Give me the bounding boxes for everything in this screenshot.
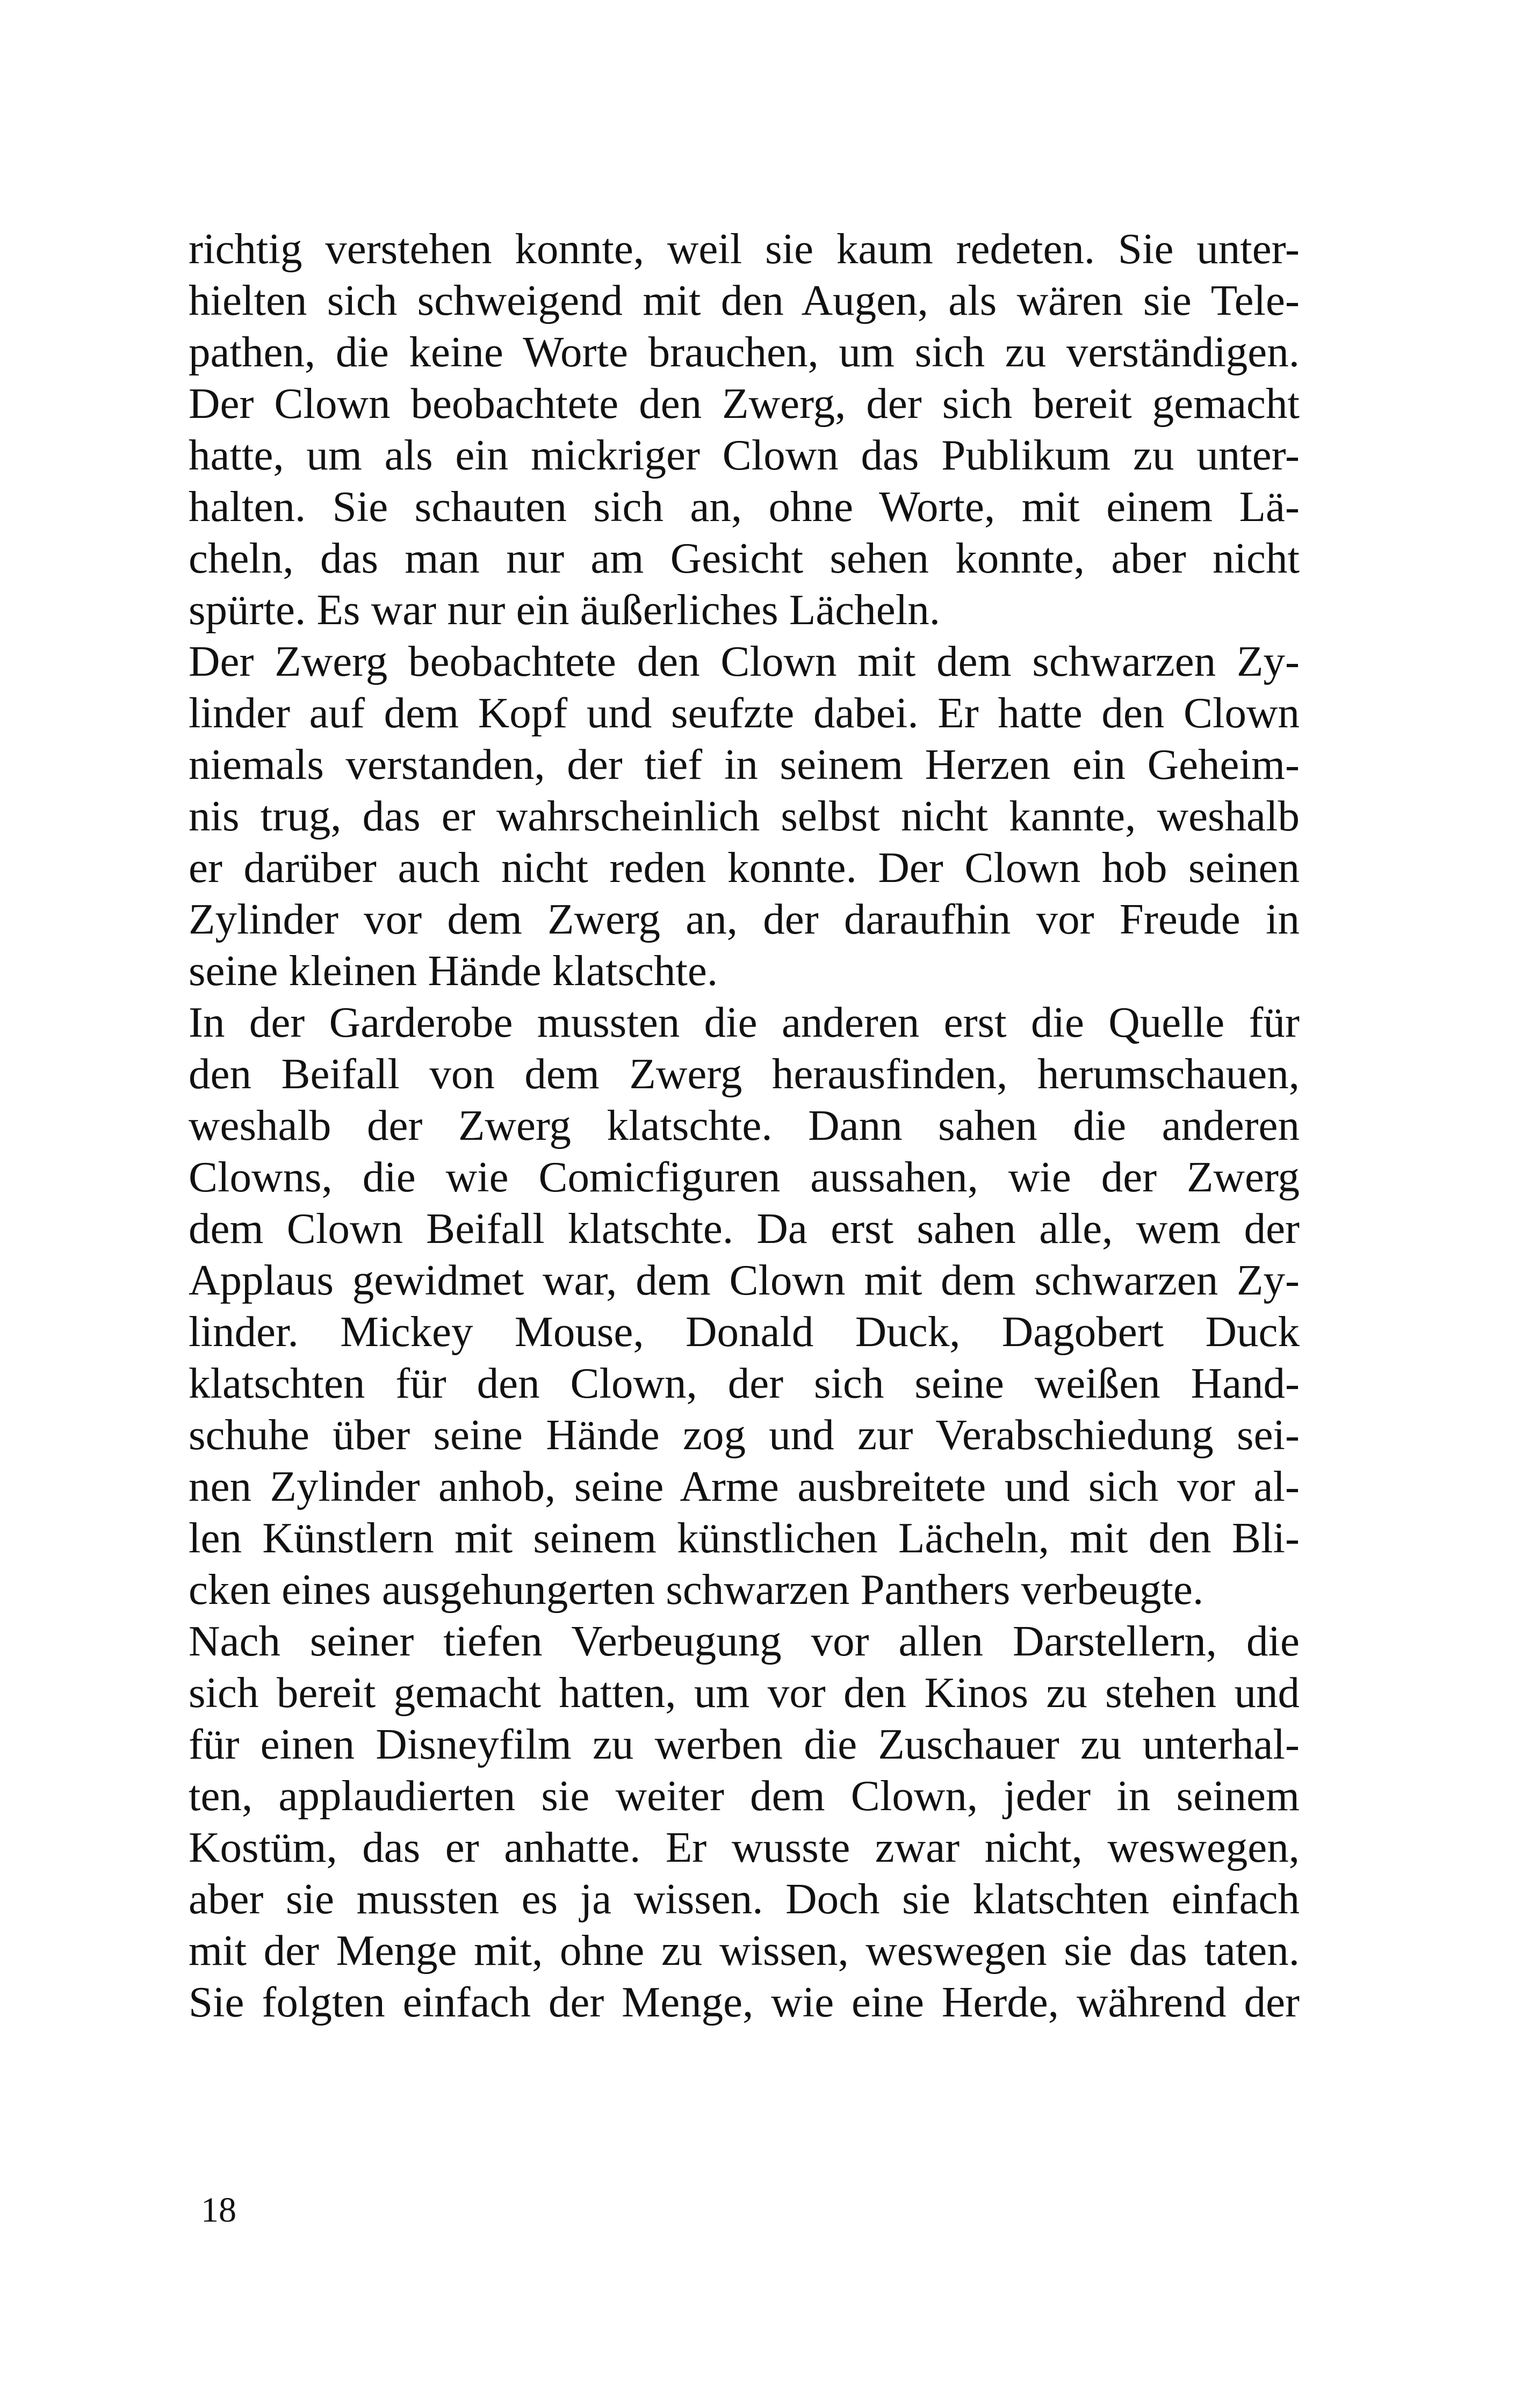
text-line: sich bereit gemacht hatten, um vor den Kinos zu stehen und: [189, 1668, 1300, 1717]
text-line: den Beifall von dem Zwerg herausfinden, herumschauen,: [189, 1050, 1300, 1098]
text-line: Zylinder vor dem Zwerg an, der daraufhin vor Freude in: [189, 895, 1300, 943]
text-line: Kostüm, das er anhatte. Er wusste zwar nicht, weswegen,: [189, 1823, 1300, 1871]
text-line: cken eines ausgehungerten schwarzen Panthers verbeugte.: [189, 1565, 1204, 1614]
page-number: 18: [201, 2190, 236, 2230]
text-line: len Künstlern mit seinem künstlichen Lächeln, mit den Bli-: [189, 1514, 1300, 1562]
text-line: ten, applaudierten sie weiter dem Clown, jeder in seinem: [189, 1771, 1300, 1820]
text-line: schuhe über seine Hände zog und zur Verabschiedung sei-: [189, 1411, 1300, 1459]
text-line: Sie folgten einfach der Menge, wie eine Herde, während der: [189, 1978, 1300, 2026]
text-line: für einen Disneyfilm zu werben die Zuschauer zu unterhal-: [189, 1720, 1300, 1768]
body-text: [189, 223, 1300, 2028]
text-line: hielten sich schweigend mit den Augen, als wären sie Tele-: [189, 276, 1300, 324]
text-line: seine kleinen Hände klatschte.: [189, 946, 718, 995]
text-line: spürte. Es war nur ein äußerliches Lächeln.: [189, 585, 940, 634]
text-line: cheln, das man nur am Gesicht sehen konnte, aber nicht: [189, 534, 1300, 582]
text-line: linder. Mickey Mouse, Donald Duck, Dagobert Duck: [189, 1307, 1300, 1356]
text-line: er darüber auch nicht reden konnte. Der Clown hob seinen: [189, 843, 1300, 892]
text-line: Der Zwerg beobachtete den Clown mit dem schwarzen Zy-: [189, 637, 1300, 685]
text-line: Clowns, die wie Comicfiguren aussahen, wie der Zwerg: [189, 1153, 1300, 1201]
text-line: hatte, um als ein mickriger Clown das Publikum zu unter-: [189, 431, 1300, 479]
text-line: aber sie mussten es ja wissen. Doch sie klatschten einfach: [189, 1875, 1300, 1923]
text-line: klatschten für den Clown, der sich seine weißen Hand-: [189, 1359, 1300, 1407]
text-line: pathen, die keine Worte brauchen, um sich zu verständigen.: [189, 328, 1300, 376]
text-line: dem Clown Beifall klatschte. Da erst sahen alle, wem der: [189, 1204, 1300, 1253]
text-line: In der Garderobe mussten die anderen erst die Quelle für: [189, 998, 1300, 1046]
text-line: nis trug, das er wahrscheinlich selbst nicht kannte, weshalb: [189, 792, 1300, 840]
text-line: weshalb der Zwerg klatschte. Dann sahen die anderen: [189, 1101, 1300, 1149]
text-line: halten. Sie schauten sich an, ohne Worte, mit einem Lä-: [189, 482, 1300, 531]
text-line: Der Clown beobachtete den Zwerg, der sich bereit gemacht: [189, 379, 1300, 428]
text-line: richtig verstehen konnte, weil sie kaum redeten. Sie unter-: [189, 225, 1300, 273]
text-line: niemals verstanden, der tief in seinem Herzen ein Geheim-: [189, 740, 1300, 789]
text-line: linder auf dem Kopf und seufzte dabei. Er hatte den Clown: [189, 689, 1300, 737]
text-line: Nach seiner tiefen Verbeugung vor allen Darstellern, die: [189, 1617, 1300, 1665]
text-line: Applaus gewidmet war, dem Clown mit dem schwarzen Zy-: [189, 1256, 1300, 1304]
text-line: nen Zylinder anhob, seine Arme ausbreitete und sich vor al-: [189, 1462, 1300, 1510]
text-line: mit der Menge mit, ohne zu wissen, weswegen sie das taten.: [189, 1926, 1300, 1975]
